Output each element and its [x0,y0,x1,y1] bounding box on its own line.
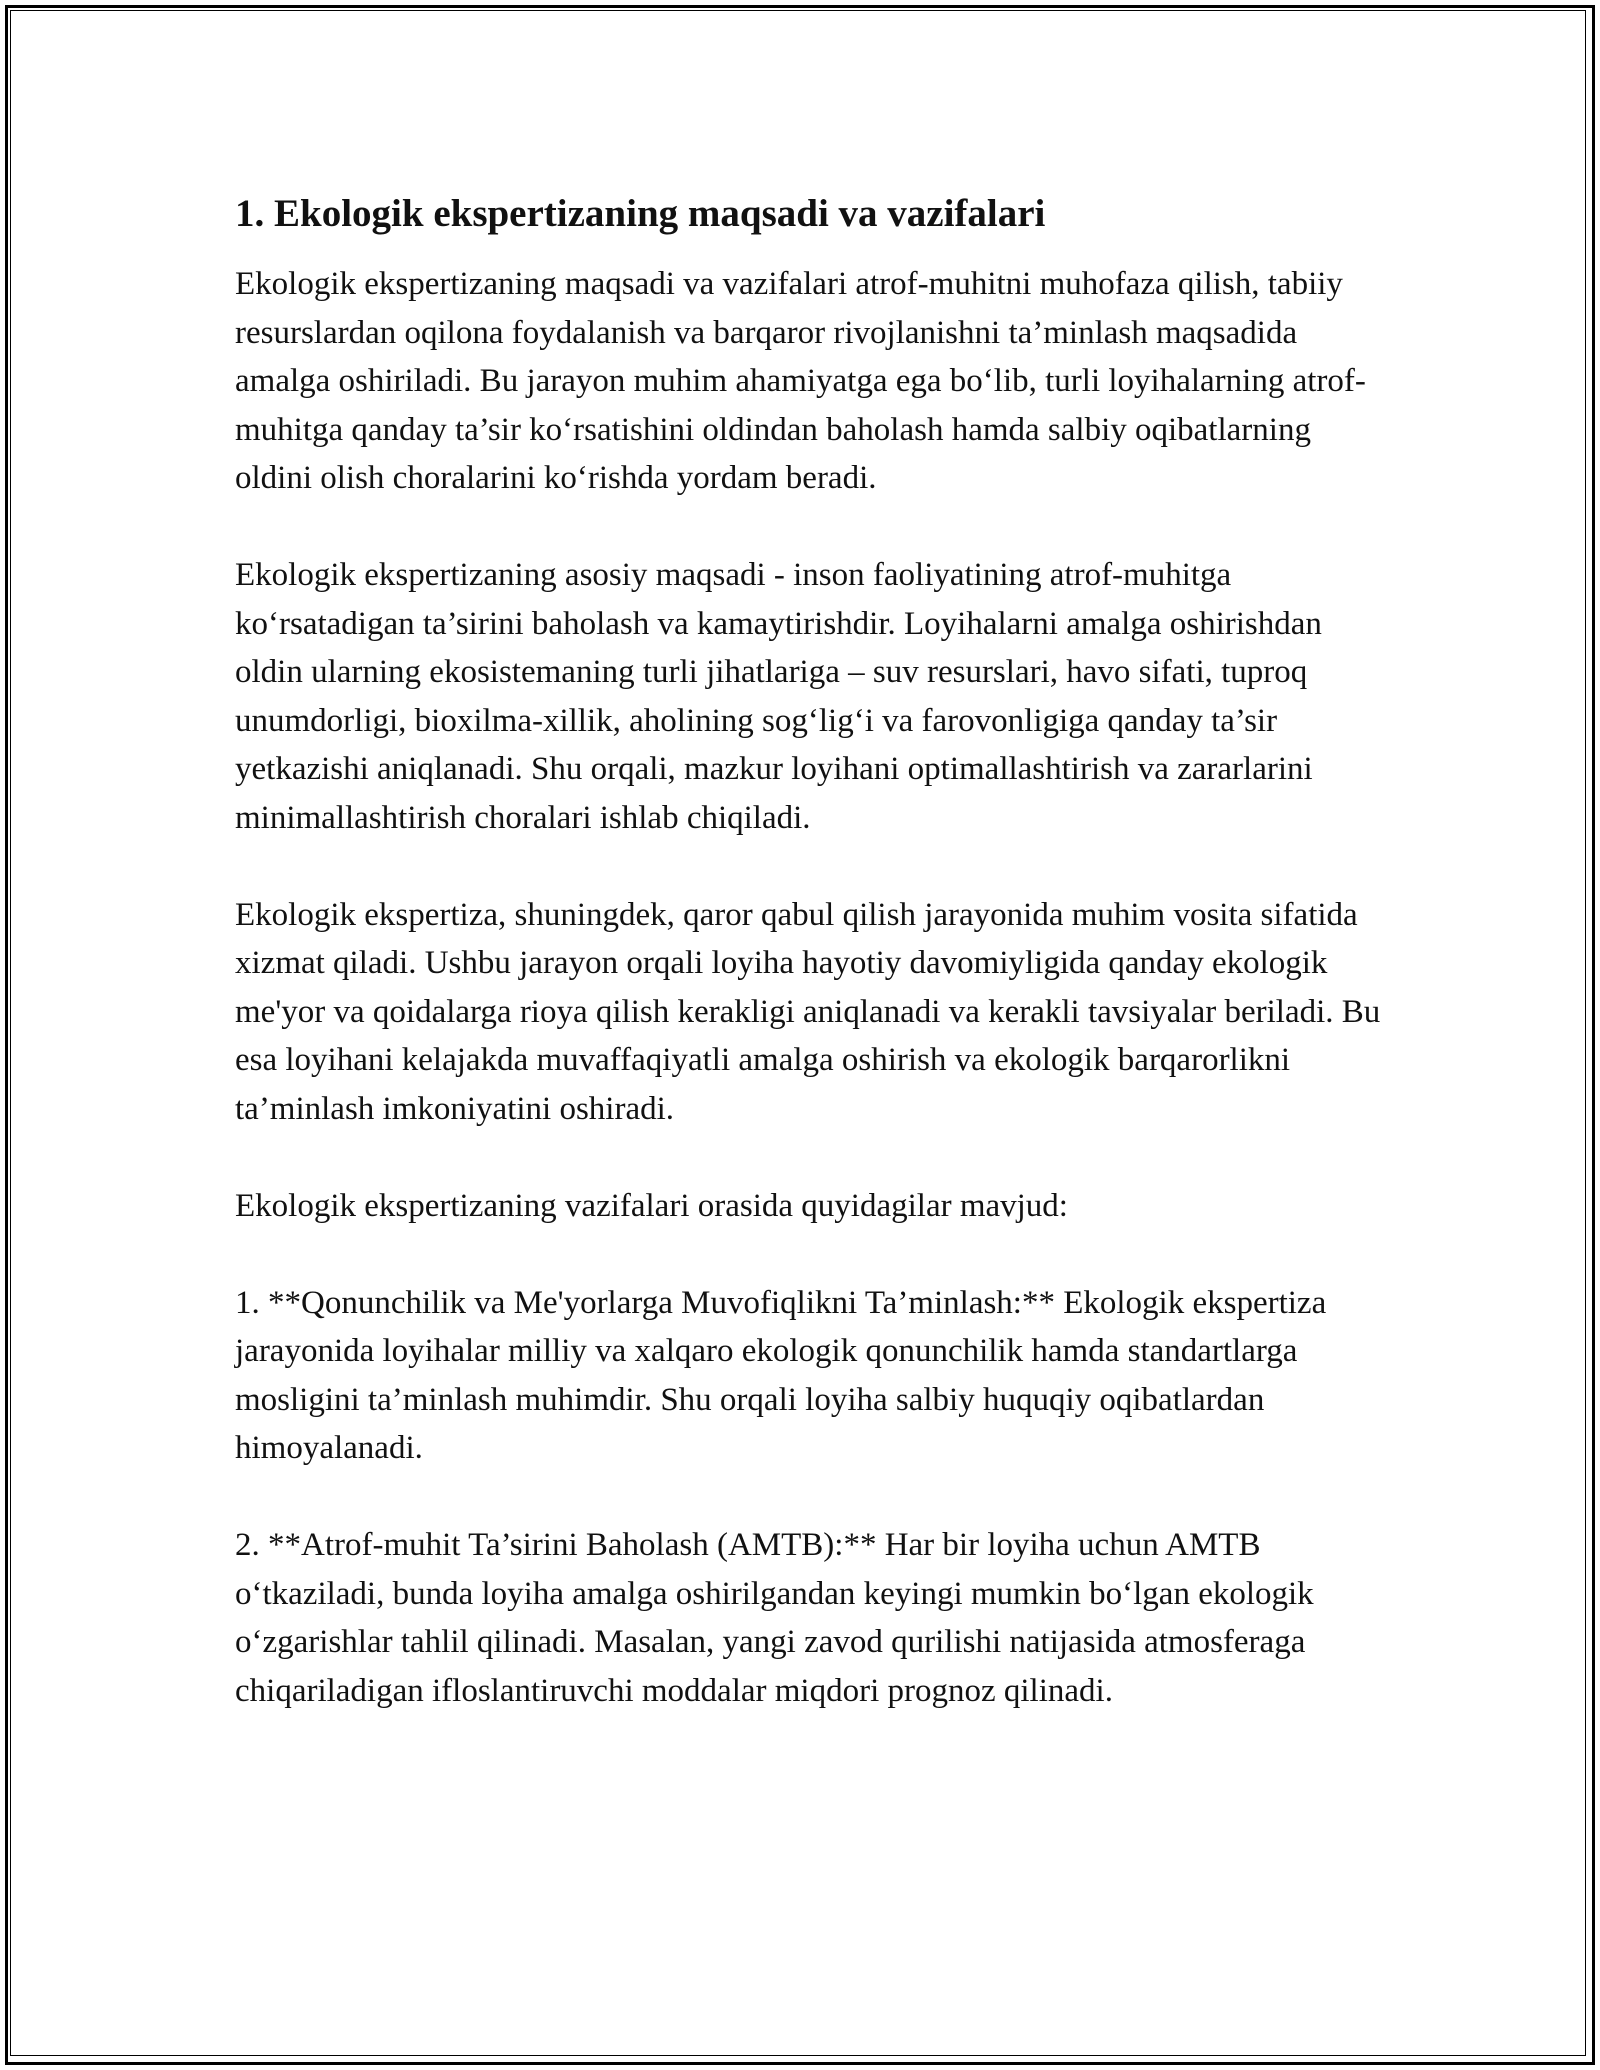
paragraph-intro: Ekologik ekspertizaning maqsadi va vazifalari atrof-muhitni muhofaza qilish, tabiiy resurslardan oqilona foydalanish va barqaror rivojlanishni ta’minlash maqsadida amalga oshiriladi. Bu jarayon muhim ahamiyatga ega bo‘lib, turli loyihalarning atrof-muhitga qanday ta’sir ko‘rsatishini oldindan baholash hamda salbiy oqibatlarning oldini olish choralarini ko‘rishda yordam beradi. [235,266,1366,496]
paragraph-tasks-intro: Ekologik ekspertizaning vazifalari orasida quyidagilar mavjud: [235,1187,1068,1224]
page-title: 1. Ekologik ekspertizaning maqsadi va vazifalari [235,192,1046,235]
paragraph-main-goal: Ekologik ekspertizaning asosiy maqsadi - inson faoliyatining atrof-muhitga ko‘rsatadigan ta’sirini baholash va kamaytirishdir. Loyihalarni amalga oshirishdan oldin ularning ekosistemaning turli jihatlariga – suv resurslari, havo sifati, tuproq unumdorligi, bioxilma-xillik, aholining sog‘lig‘i va farovonligiga qanday ta’sir yetkazishi aniqlanadi. Shu orqali, mazkur loyihani optimallashtirish va zararlarini minimallashtirish choralari ishlab chiqiladi. [235,557,1322,836]
paragraph-decision-making: Ekologik ekspertiza, shuningdek, qaror qabul qilish jarayonida muhim vosita sifatida xizmat qiladi. Ushbu jarayon orqali loyiha hayotiy davomiyligida qanday ekologik me'yor va qoidalarga rioya qilish kerakligi aniqlanadi va kerakli tavsiyalar beriladi. Bu esa loyihani kelajakda muvaffaqiyatli amalga oshirish va ekologik barqarorlikni ta’minlash imkoniyatini oshiradi. [235,896,1381,1127]
list-item-amtb: 2. **Atrof-muhit Ta’sirini Baholash (AMTB):** Har bir loyiha uchun AMTB o‘tkaziladi, bunda loyiha amalga oshirilgandan keyingi mumkin bo‘lgan ekologik o‘zgarishlar tahlil qilinadi. Masalan, yangi zavod qurilishi natijasida atmosferaga chiqariladigan ifloslantiruvchi moddalar miqdori prognoz qilinadi. [235,1527,1314,1709]
document-body [235,186,1385,1764]
list-item-legislation: 1. **Qonunchilik va Me'yorlarga Muvofiqlikni Ta’minlash:** Ekologik ekspertiza jarayonida loyihalar milliy va xalqaro ekologik qonunchilik hamda standartlarga mosligini ta’minlash muhimdir. Shu orqali loyiha salbiy huquqiy oqibatlardan himoyalanadi. [235,1284,1327,1466]
